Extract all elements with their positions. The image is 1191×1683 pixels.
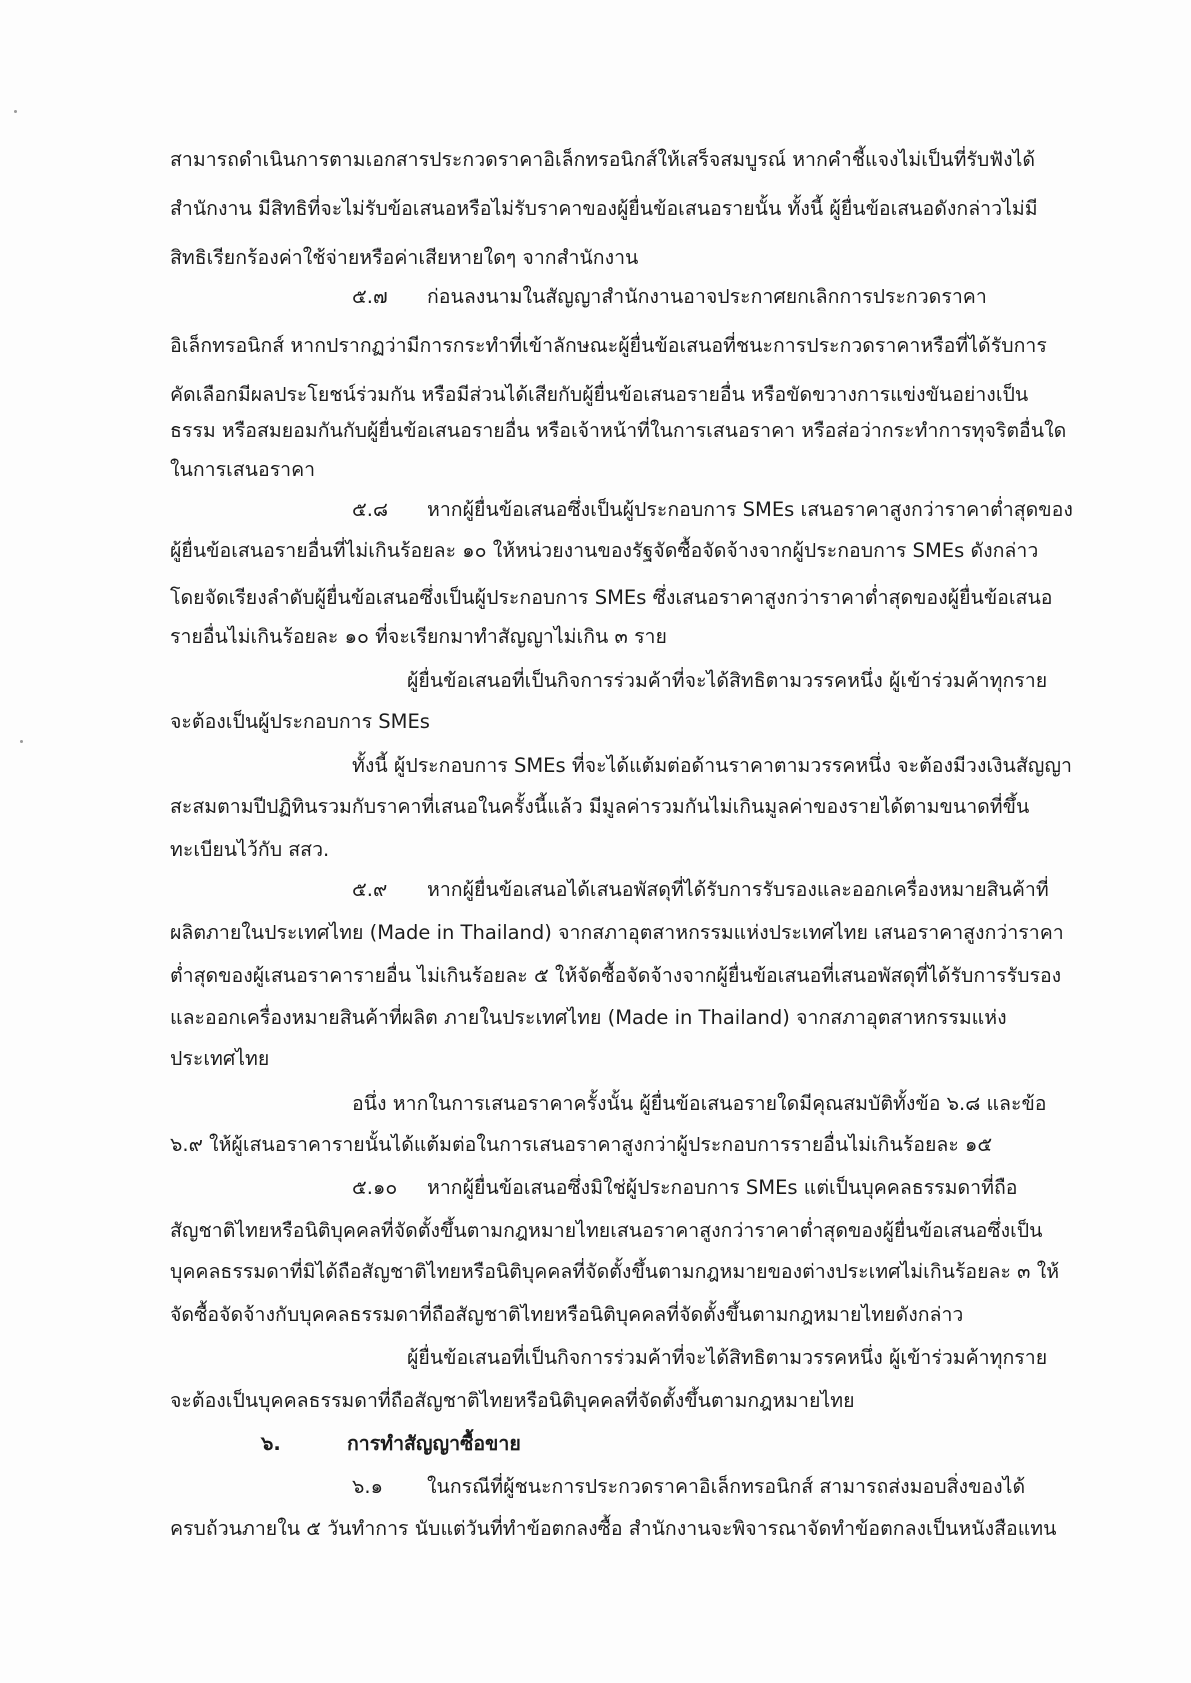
scan-speck [14,110,17,113]
paragraph-line: คัดเลือกมีผลประโยชน์ร่วมกัน หรือมีส่วนได้เสียกับผู้ยื่นข้อเสนอรายอื่น หรือขัดขวางการแข่งขันอย่างเป็น [170,383,1029,406]
paragraph-line: โดยจัดเรียงลำดับผู้ยื่นข้อเสนอซึ่งเป็นผู้ประกอบการ SMEs ซึ่งเสนอราคาสูงกว่าราคาต่ำสุดของผู้ยื่นข้อเสนอ [170,586,1053,609]
paragraph-line: ก่อนลงนามในสัญญาสำนักงานอาจประกาศยกเลิกการประกวดราคา [427,285,987,308]
clause-number-5-7: ๕.๗ [352,285,388,308]
paragraph-line: สามารถดำเนินการตามเอกสารประกวดราคาอิเล็กทรอนิกส์ให้เสร็จสมบูรณ์ หากคำชี้แจงไม่เป็นที่รับฟังได้ [170,148,1036,171]
paragraph-line: ๖.๙ ให้ผู้เสนอราคารายนั้นได้แต้มต่อในการเสนอราคาสูงกว่าผู้ประกอบการรายอื่นไม่เกินร้อยละ ๑๕ [170,1133,993,1156]
paragraph-line: อิเล็กทรอนิกส์ หากปรากฏว่ามีการกระทำที่เข้าลักษณะผู้ยื่นข้อเสนอที่ชนะการประกวดราคาหรือที่ได้รับการ [170,334,1047,357]
paragraph-line: ผู้ยื่นข้อเสนอที่เป็นกิจการร่วมค้าที่จะได้สิทธิตามวรรคหนึ่ง ผู้เข้าร่วมค้าทุกราย [407,669,1048,692]
section-number-6: ๖. [261,1432,281,1455]
paragraph-line: ผู้ยื่นข้อเสนอรายอื่นที่ไม่เกินร้อยละ ๑๐ ให้หน่วยงานของรัฐจัดซื้อจัดจ้างจากผู้ประกอบการ SMEs ดังกล่าว [170,539,1039,562]
clause-number-5-8: ๕.๘ [352,498,389,521]
paragraph-line: หากผู้ยื่นข้อเสนอได้เสนอพัสดุที่ได้รับการรับรองและออกเครื่องหมายสินค้าที่ [427,878,1049,901]
paragraph-line: บุคคลธรรมดาที่มิได้ถือสัญชาติไทยหรือนิติบุคคลที่จัดตั้งขึ้นตามกฎหมายของต่างประเทศไม่เกินร้อยละ ๓ ให้ [170,1260,1060,1283]
section-heading: การทำสัญญาซื้อขาย [347,1432,521,1455]
paragraph-line: ครบถ้วนภายใน ๕ วันทำการ นับแต่วันที่ทำข้อตกลงซื้อ สำนักงานจะพิจารณาจัดทำข้อตกลงเป็นหนังสือแทน [170,1517,1057,1540]
paragraph-line: ผลิตภายในประเทศไทย (Made in Thailand) จากสภาอุตสาหกรรมแห่งประเทศไทย เสนอราคาสูงกว่าราคา [170,921,1064,944]
paragraph-line: ต่ำสุดของผู้เสนอราคารายอื่น ไม่เกินร้อยละ ๕ ให้จัดซื้อจัดจ้างจากผู้ยื่นข้อเสนอที่เสนอพัสดุที่ได้รับการรับรอง [170,964,1062,987]
paragraph-line: ธรรม หรือสมยอมกันกับผู้ยื่นข้อเสนอรายอื่น หรือเจ้าหน้าที่ในการเสนอราคา หรือส่อว่ากระทำการทุจริตอื่นใด [170,419,1067,442]
paragraph-line: ในกรณีที่ผู้ชนะการประกวดราคาอิเล็กทรอนิกส์ สามารถส่งมอบสิ่งของได้ [427,1475,1026,1498]
paragraph-line: ในการเสนอราคา [170,458,316,481]
paragraph-line: อนึ่ง หากในการเสนอราคาครั้งนั้น ผู้ยื่นข้อเสนอรายใดมีคุณสมบัติทั้งข้อ ๖.๘ และข้อ [352,1092,1047,1115]
clause-number-6-1: ๖.๑ [352,1475,383,1498]
paragraph-line: และออกเครื่องหมายสินค้าที่ผลิต ภายในประเทศไทย (Made in Thailand) จากสภาอุตสาหกรรมแห่ง [170,1006,1007,1029]
paragraph-line: สะสมตามปีปฏิทินรวมกับราคาที่เสนอในครั้งนี้แล้ว มีมูลค่ารวมกันไม่เกินมูลค่าของรายได้ตามขนาดที่ขึ้น [170,795,1030,818]
scan-speck [20,740,23,743]
paragraph-line: สัญชาติไทยหรือนิติบุคคลที่จัดตั้งขึ้นตามกฎหมายไทยเสนอราคาสูงกว่าราคาต่ำสุดของผู้ยื่นข้อเสนอซึ่งเป็น [170,1219,1043,1242]
paragraph-line: หากผู้ยื่นข้อเสนอซึ่งมิใช่ผู้ประกอบการ SMEs แต่เป็นบุคคลธรรมดาที่ถือ [427,1176,1018,1199]
paragraph-line: สำนักงาน มีสิทธิที่จะไม่รับข้อเสนอหรือไม่รับราคาของผู้ยื่นข้อเสนอรายนั้น ทั้งนี้ ผู้ยื่นข้อเสนอดังกล่าวไม่มี [170,197,1038,220]
paragraph-line: ทะเบียนไว้กับ สสว. [170,838,330,861]
paragraph-line: จัดซื้อจัดจ้างกับบุคคลธรรมดาที่ถือสัญชาติไทยหรือนิติบุคคลที่จัดตั้งขึ้นตามกฎหมายไทยดังกล่าว [170,1303,964,1326]
paragraph-line: จะต้องเป็นบุคคลธรรมดาที่ถือสัญชาติไทยหรือนิติบุคคลที่จัดตั้งขึ้นตามกฎหมายไทย [170,1389,855,1412]
clause-number-5-9: ๕.๙ [352,878,388,901]
paragraph-line: ทั้งนี้ ผู้ประกอบการ SMEs ที่จะได้แต้มต่อด้านราคาตามวรรคหนึ่ง จะต้องมีวงเงินสัญญา [352,754,1072,777]
paragraph-line: รายอื่นไม่เกินร้อยละ ๑๐ ที่จะเรียกมาทำสัญญาไม่เกิน ๓ ราย [170,625,667,648]
paragraph-line: สิทธิเรียกร้องค่าใช้จ่ายหรือค่าเสียหายใดๆ จากสำนักงาน [170,246,639,269]
paragraph-line: ผู้ยื่นข้อเสนอที่เป็นกิจการร่วมค้าที่จะได้สิทธิตามวรรคหนึ่ง ผู้เข้าร่วมค้าทุกราย [407,1346,1048,1369]
paragraph-line: ประเทศไทย [170,1047,270,1070]
paragraph-line: จะต้องเป็นผู้ประกอบการ SMEs [170,710,430,733]
paragraph-line: หากผู้ยื่นข้อเสนอซึ่งเป็นผู้ประกอบการ SMEs เสนอราคาสูงกว่าราคาต่ำสุดของ [427,498,1073,521]
clause-number-5-10: ๕.๑๐ [352,1176,398,1199]
